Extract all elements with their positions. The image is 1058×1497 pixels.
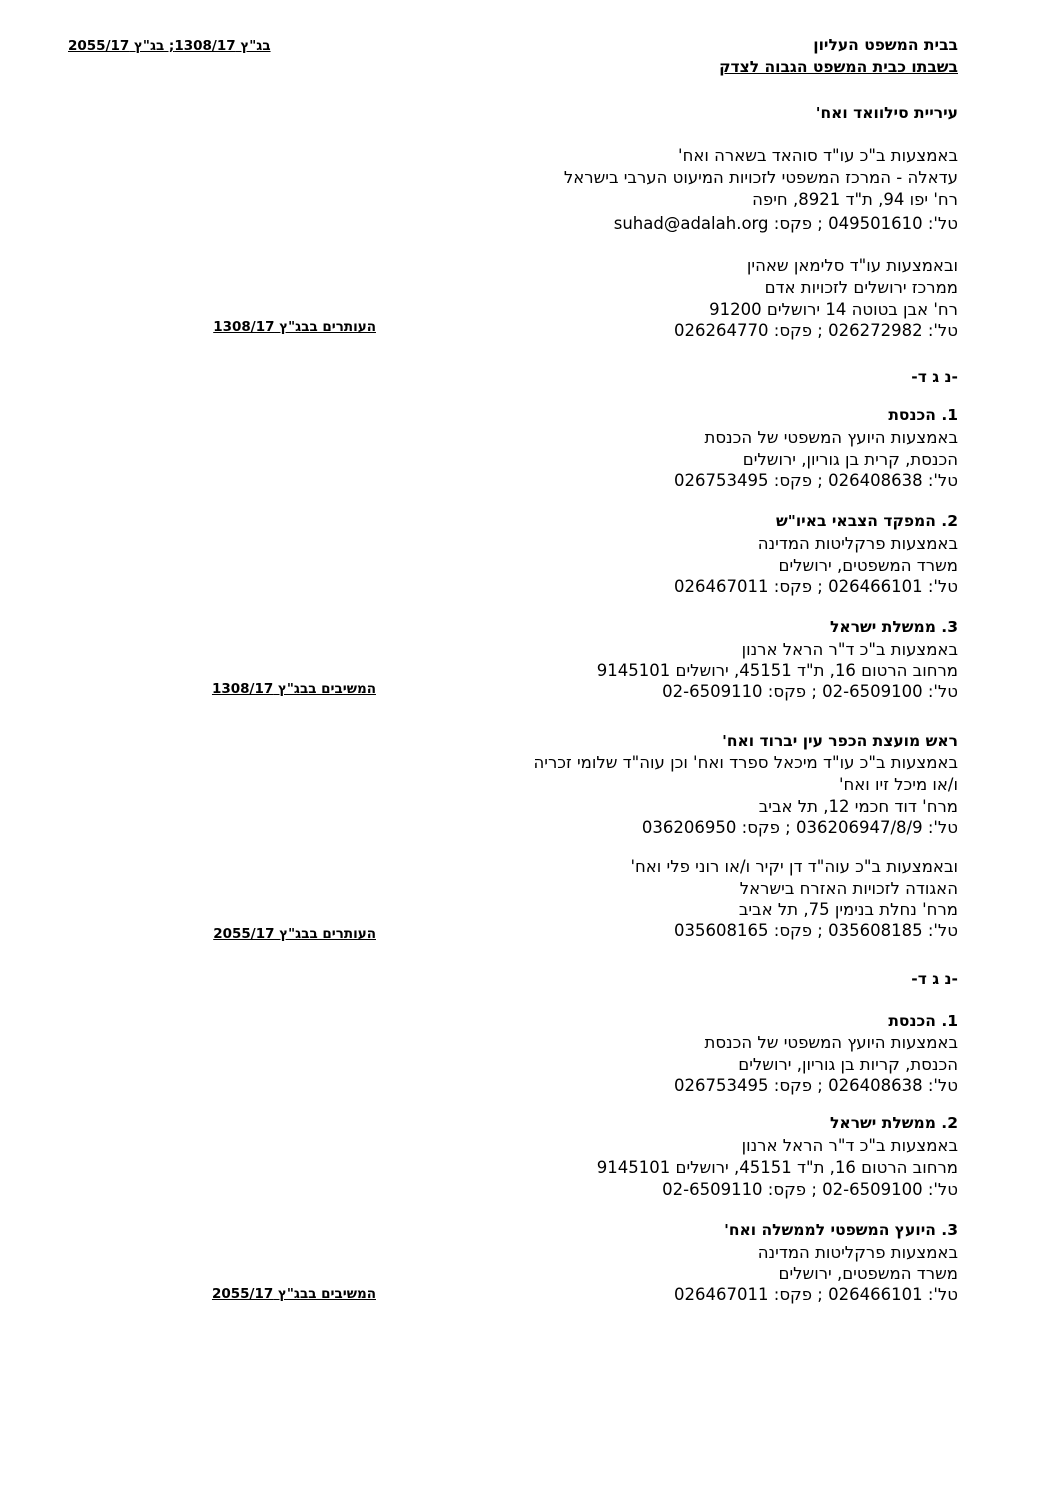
respondent-line: מרחוב הרטום 16, ת"ד 45151, ירושלים 9145101 xyxy=(596,1158,958,1177)
counsel-contact: טל': 035608185 ; פקס: 035608165 xyxy=(674,921,958,940)
respondent-2-name: 2. ממשלת ישראל xyxy=(830,1114,958,1132)
respondent-line: טל': 026466101 ; פקס: 026467011 xyxy=(674,1285,958,1304)
respondent-line: טל': 026466101 ; פקס: 026467011 xyxy=(674,577,958,596)
respondent-line: טל': 026408638 ; פקס: 026753495 xyxy=(674,1076,958,1095)
counsel-line: ובאמצעות ב"כ עוה"ד דן יקיר ו/או רוני פלי ואח' xyxy=(630,857,958,876)
respondents-label-2055: המשיבים בבג"ץ 2055/17 xyxy=(211,1286,376,1302)
petitioners-label-2055: העותרים בבג"ץ 2055/17 xyxy=(213,926,376,942)
counsel-line: מרח' נחלת בנימין 75, תל אביב xyxy=(738,900,958,919)
respondent-line: משרד המשפטים, ירושלים xyxy=(778,1264,958,1283)
respondents-label-1308: המשיבים בבג"ץ 1308/17 xyxy=(211,681,376,697)
respondent-line: הכנסת, קרית בן גוריון, ירושלים xyxy=(742,450,958,469)
counsel-contact: טל': 026272982 ; פקס: 026264770 xyxy=(674,321,958,340)
respondent-line: מרחוב הרטום 16, ת"ד 45151, ירושלים 9145101 xyxy=(596,661,958,680)
counsel-contact: טל': 036206947/8/9 ; פקס: 036206950 xyxy=(641,818,958,837)
counsel-line: רח' אבן בטוטה 14 ירושלים 91200 xyxy=(709,300,958,319)
respondent-line: משרד המשפטים, ירושלים xyxy=(778,556,958,575)
counsel-line: ממרכז ירושלים לזכויות אדם xyxy=(764,278,958,297)
counsel-line: עדאלה - המרכז המשפטי לזכויות המיעוט הערבי בישראל xyxy=(563,168,958,187)
respondent-line: טל': 02-6509100 ; פקס: 02-6509110 xyxy=(662,1180,958,1199)
respondent-3-name: 3. ממשלת ישראל xyxy=(830,618,958,636)
counsel-line: האגודה לזכויות האזרח בישראל xyxy=(739,879,958,898)
counsel-line: באמצעות ב"כ עו"ד סוהאד בשארה ואח' xyxy=(678,146,958,165)
counsel-line: ובאמצעות עו"ד סלימאן שאהין xyxy=(746,256,958,275)
petitioners-label-1308: העותרים בבג"ץ 1308/17 xyxy=(213,319,376,335)
respondent-line: באמצעות פרקליטות המדינה xyxy=(757,534,958,553)
petitioner-2-name: ראש מועצת הכפר עין יברוד ואח' xyxy=(722,732,958,750)
respondent-1-name: 1. הכנסת xyxy=(888,1012,958,1030)
counsel-line: רח' יפו 94, ת"ד 8921, חיפה xyxy=(752,190,958,209)
counsel-line: באמצעות ב"כ עו"ד מיכאל ספרד ואח' וכן עוה"ד שלומי זכריה xyxy=(533,753,958,772)
versus-1: -נ ג ד- xyxy=(911,368,958,386)
court-name: בבית המשפט העליון xyxy=(813,36,958,54)
respondent-line: טל': 02-6509100 ; פקס: 02-6509110 xyxy=(662,682,958,701)
respondent-2-name: 2. המפקד הצבאי באיו"ש xyxy=(776,512,958,530)
counsel-line: מרח' דוד חכמי 12, תל אביב xyxy=(758,797,958,816)
respondent-line: טל': 026408638 ; פקס: 026753495 xyxy=(674,471,958,490)
versus-2: -נ ג ד- xyxy=(911,970,958,988)
respondent-line: באמצעות ב"כ ד"ר הראל ארנון xyxy=(741,640,958,659)
court-sitting: בשבתו כבית המשפט הגבוה לצדק xyxy=(719,58,958,76)
case-numbers: בג"ץ 1308/17; בג"ץ 2055/17 xyxy=(68,38,271,54)
respondent-line: באמצעות ב"כ ד"ר הראל ארנון xyxy=(741,1136,958,1155)
respondent-3-name: 3. היועץ המשפטי לממשלה ואח' xyxy=(724,1221,958,1239)
respondent-line: באמצעות היועץ המשפטי של הכנסת xyxy=(704,428,958,447)
respondent-line: הכנסת, קריות בן גוריון, ירושלים xyxy=(738,1055,958,1074)
respondent-line: באמצעות היועץ המשפטי של הכנסת xyxy=(704,1033,958,1052)
counsel-contact: טל': 049501610 ; פקס: suhad@adalah.org xyxy=(613,214,958,233)
respondent-line: באמצעות פרקליטות המדינה xyxy=(757,1243,958,1262)
counsel-line: ו/או מיכל זיו ואח' xyxy=(838,775,958,794)
petitioner-1-name: עיריית סילוואד ואח' xyxy=(815,104,958,122)
respondent-1-name: 1. הכנסת xyxy=(888,406,958,424)
